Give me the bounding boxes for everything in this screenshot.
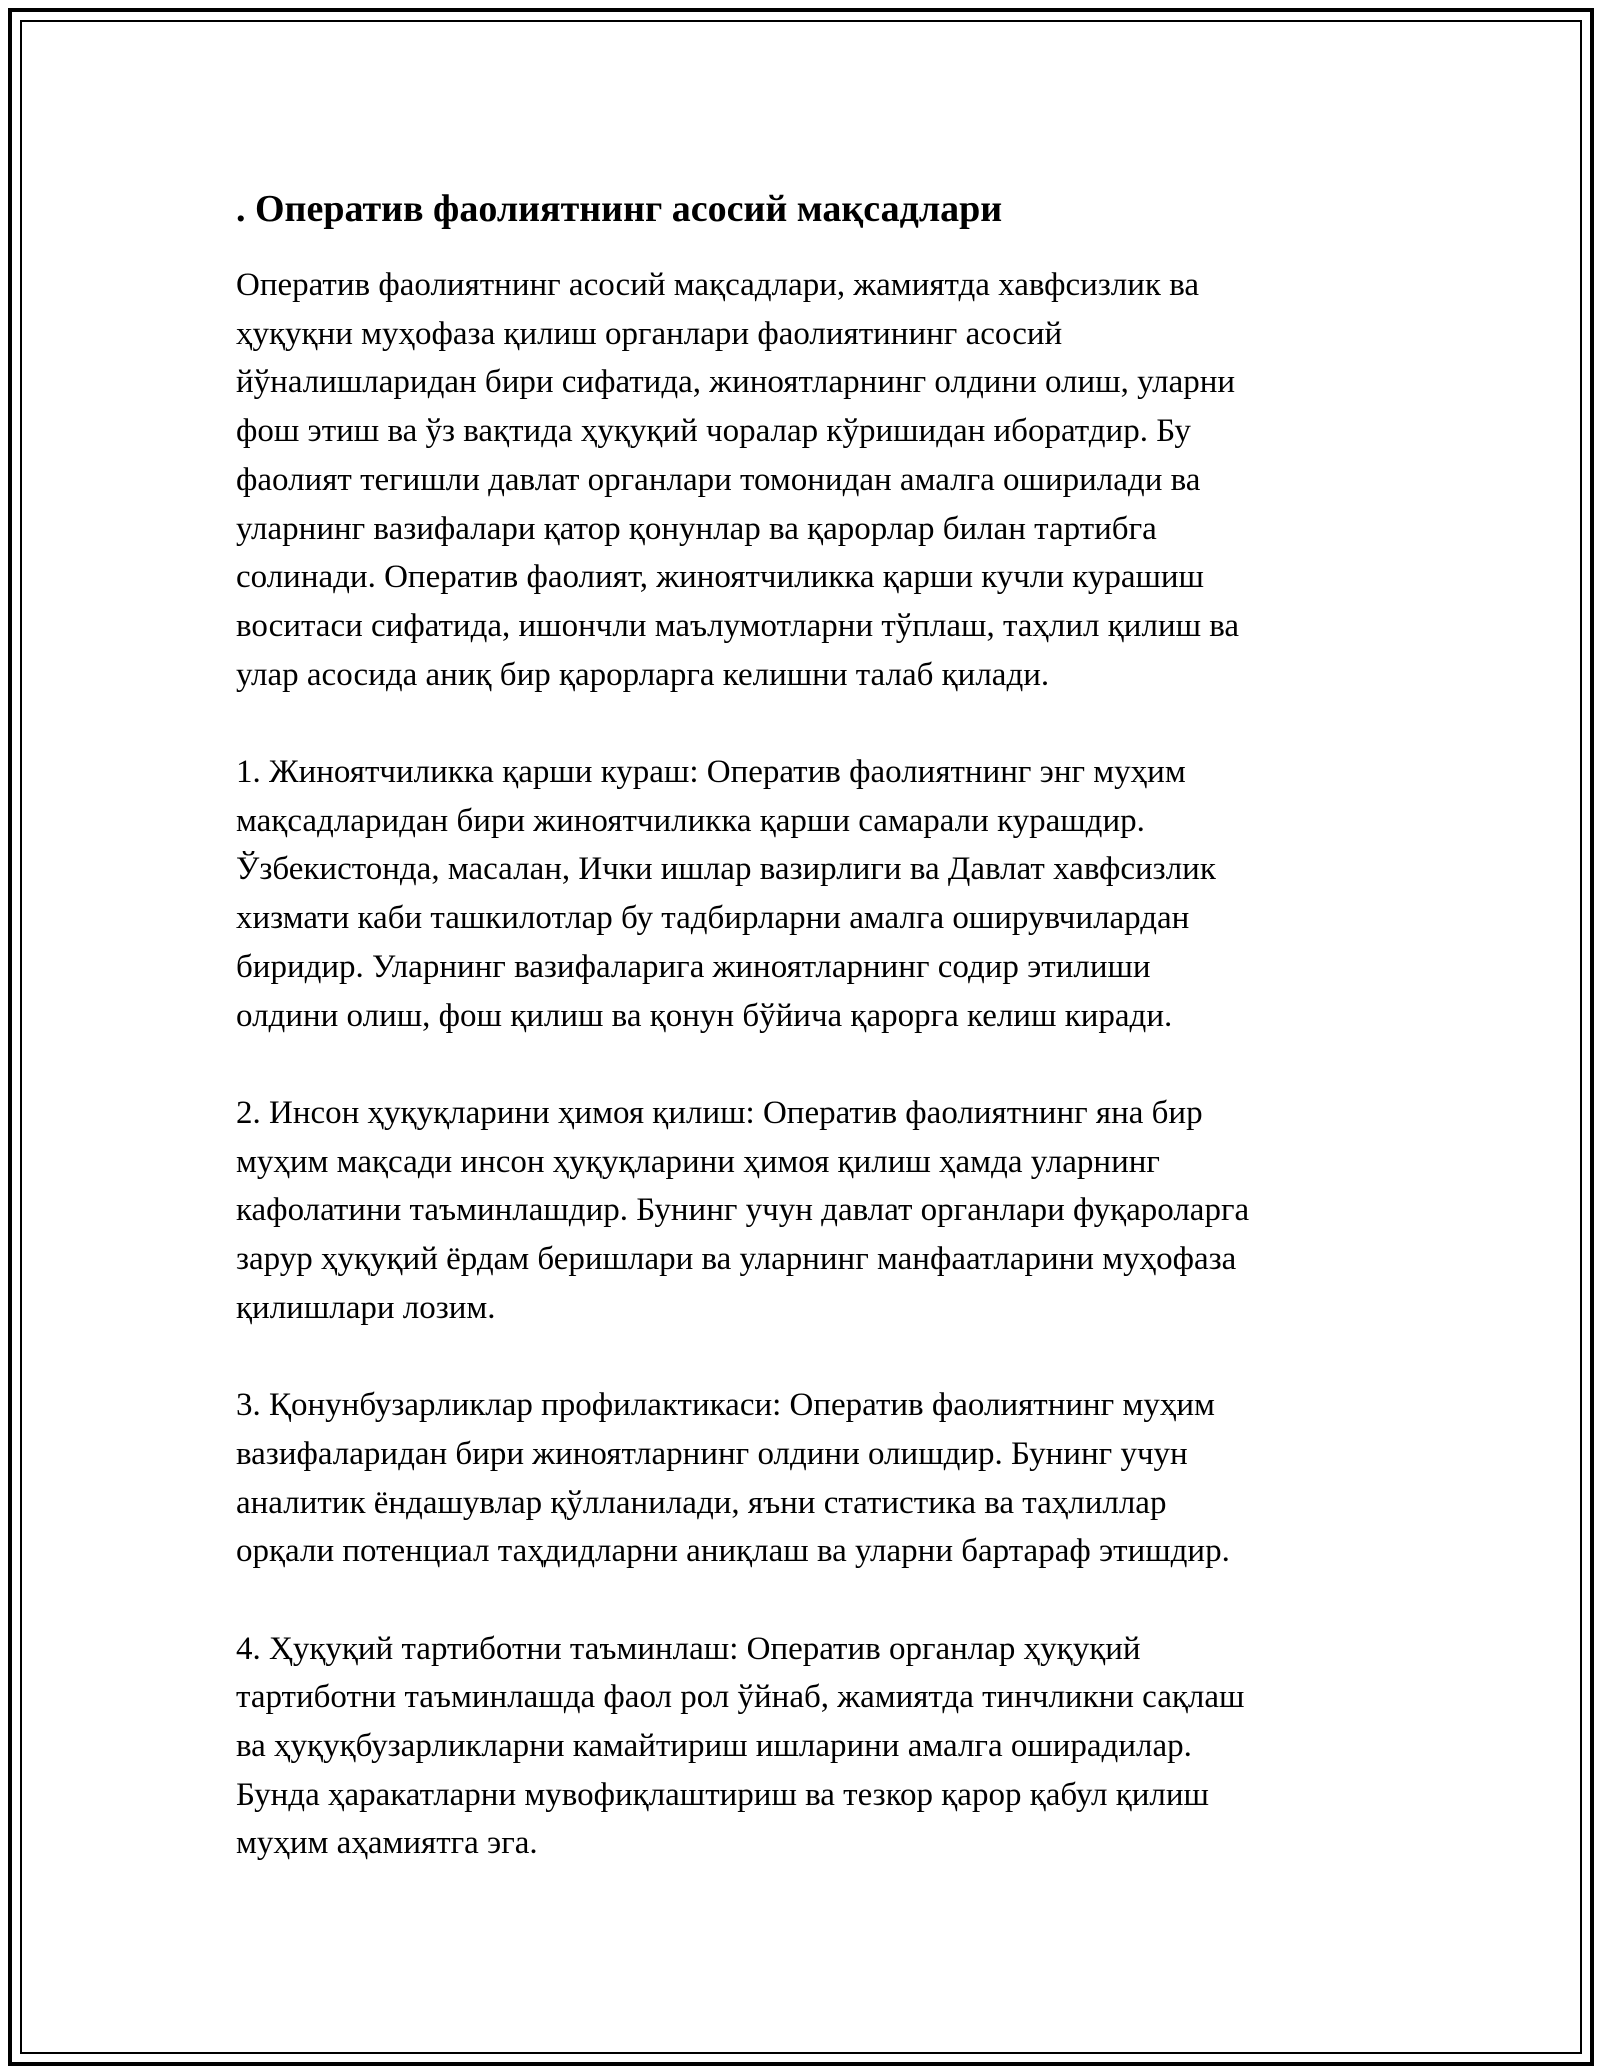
list-item-prevention: 3. Қонунбузарликлар профилактикаси: Оператив фаолиятнинг муҳим вазифаларидан бири жиноятларнинг олдини олишдир. Бунинг учун аналитик ёндашувлар қўлланилади, яъни статистика ва таҳлиллар орқали потенциал таҳдидларни аниқлаш ва уларни бартараф этишдир. xyxy=(236,1387,1230,1570)
list-item-crime-fight: 1. Жиноятчиликка қарши кураш: Оператив фаолиятнинг энг муҳим мақсадларидан бири жиноятчиликка қарши самарали курашдир. Ўзбекистонда, масалан, Ички ишлар вазирлиги ва Давлат хавфсизлик хизмати каби ташкилотлар бу тадбирларни амалга оширувчилардан биридир. Уларнинг вазифаларига жиноятларнинг содир этилиши олдини олиш, фош қилиш ва қонун бўйича қарорга келиш киради. xyxy=(236,754,1216,1034)
list-item-human-rights: 2. Инсон ҳуқуқларини ҳимоя қилиш: Оператив фаолиятнинг яна бир муҳим мақсади инсон ҳуқуқларини ҳимоя қилиш ҳамда уларнинг кафолатини таъминлашдир. Бунинг учун давлат органлари фуқароларга зарур ҳуқуқий ёрдам беришлари ва уларнинг манфаатларини муҳофаза қилишлари лозим. xyxy=(236,1094,1250,1326)
intro-paragraph: Оператив фаолиятнинг асосий мақсадлари, жамиятда хавфсизлик ва ҳуқуқни муҳофаза қилиш органлари фаолиятининг асосий йўналишларидан бири сифатида, жиноятларнинг олдини олиш, уларни фош этиш ва ўз вақтида ҳуқуқий чоралар кўришидан иборатдир. Бу фаолият тегишли давлат органлари томонидан амалга оширилади ва уларнинг вазифалари қатор қонунлар ва қарорлар билан тартибга солинади. Оператив фаолият, жиноятчиликка қарши кучли курашиш воситаси сифатида, ишончли маълумотларни тўплаш, таҳлил қилиш ва улар асосида аниқ бир қарорларга келишни талаб қилади. xyxy=(236,267,1240,693)
document-title: . Оператив фаолиятнинг асосий мақсадлари xyxy=(236,188,1003,230)
document-body xyxy=(236,185,1376,1868)
list-item-legal-order: 4. Ҳуқуқий тартиботни таъминлаш: Оператив органлар ҳуқуқий тартиботни таъминлашда фаол рол ўйнаб, жамиятда тинчликни сақлаш ва ҳуқуқбузарликларни камайтириш ишларини амалга оширадилар. Бунда ҳаракатларни мувофиқлаштириш ва тезкор қарор қабул қилиш муҳим аҳамиятга эга. xyxy=(236,1630,1245,1862)
